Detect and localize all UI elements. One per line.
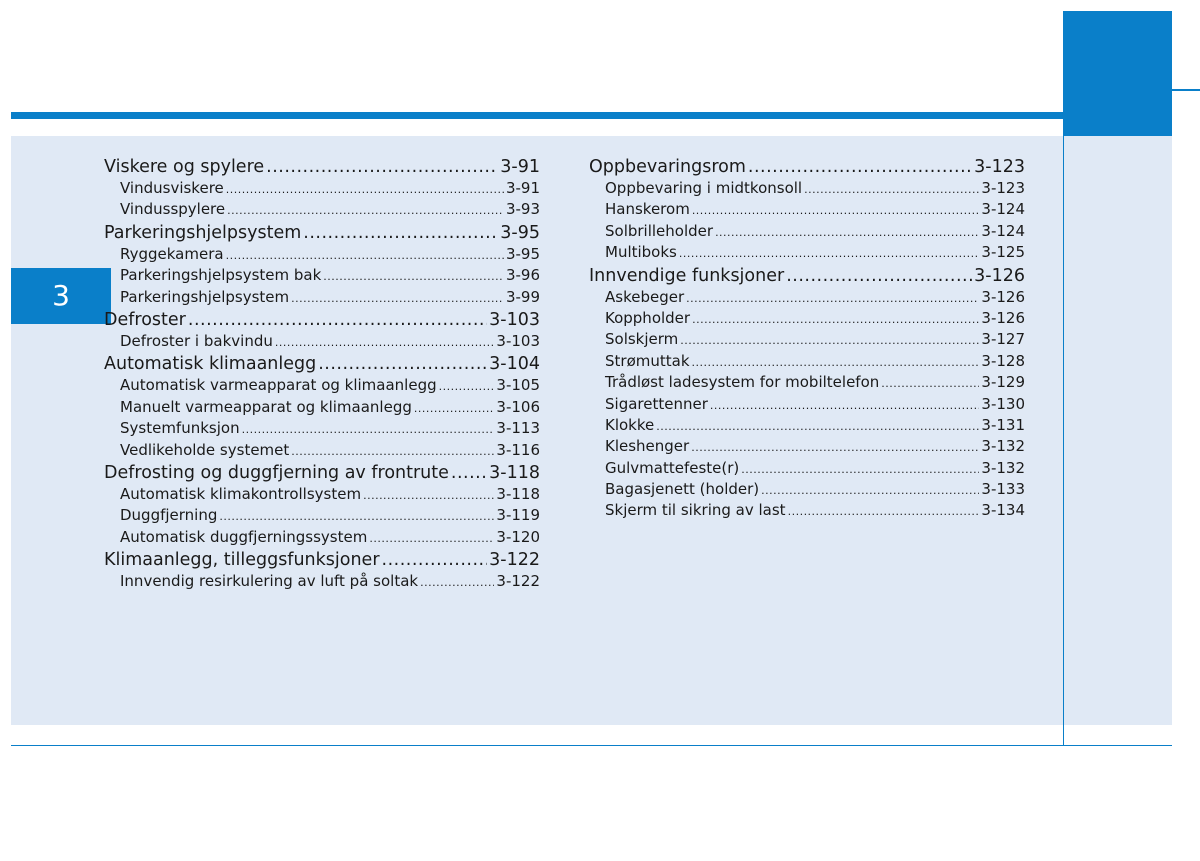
dot-leader (686, 287, 979, 309)
dot-leader (369, 527, 494, 549)
toc-entry-title: Parkeringshjelpsystem (120, 287, 290, 306)
toc-subsection-entry[interactable] (104, 440, 540, 461)
toc-subsection-entry[interactable] (104, 265, 540, 286)
toc-entry-title: Innvendige funksjoner (589, 265, 785, 286)
dot-leader (219, 505, 494, 527)
toc-entry-title: Innvendig resirkulering av luft på soltak (120, 572, 419, 591)
toc-entry-page: 3-124 (981, 221, 1025, 240)
toc-left-column (104, 155, 540, 592)
toc-subsection-entry[interactable] (104, 244, 540, 265)
toc-entry-title: Hanskerom (605, 200, 690, 219)
toc-entry-page: 3-122 (489, 550, 540, 571)
toc-entry-page: 3-128 (981, 351, 1025, 370)
toc-subsection-entry[interactable] (104, 199, 540, 220)
toc-subsection-entry[interactable] (589, 242, 1025, 263)
toc-subsection-entry[interactable] (104, 287, 540, 308)
dot-leader (691, 436, 979, 458)
toc-entry-title: Defroster i bakvindu (120, 331, 273, 350)
dot-leader (323, 265, 504, 287)
toc-entry-title: Vindusspylere (120, 200, 226, 219)
dot-leader (692, 351, 980, 373)
toc-entry-title: Defroster (104, 309, 186, 330)
dot-leader (680, 329, 979, 351)
toc-entry-title: Klokke (605, 415, 655, 434)
dot-leader (318, 353, 487, 375)
dot-leader (363, 484, 494, 506)
toc-subsection-entry[interactable] (589, 500, 1025, 521)
toc-entry-page: 3-119 (496, 506, 540, 525)
dot-leader (439, 375, 495, 397)
toc-entry-page: 3-93 (505, 200, 540, 219)
toc-entry-title: Oppbevaring i midtkonsoll (605, 179, 803, 197)
dot-leader (414, 397, 495, 419)
toc-subsection-entry[interactable] (104, 397, 540, 418)
dot-leader (715, 221, 979, 243)
toc-entry-title: Gulvmattefeste(r) (605, 458, 740, 477)
toc-subsection-entry[interactable] (589, 178, 1025, 199)
dot-leader (710, 394, 980, 416)
toc-entry-page: 3-95 (500, 222, 540, 243)
toc-entry-title: Oppbevaringsrom (589, 157, 746, 177)
toc-entry-page: 3-124 (981, 200, 1025, 219)
dot-leader (291, 287, 504, 309)
toc-entry-title: Automatisk klimaanlegg (104, 354, 317, 375)
dot-leader (679, 242, 980, 264)
toc-entry-title: Parkeringshjelpsystem (104, 222, 302, 243)
dot-leader (226, 178, 504, 200)
toc-entry-page: 3-126 (974, 265, 1025, 286)
toc-entry-title: Skjerm til sikring av last (605, 501, 786, 520)
dot-leader (656, 415, 979, 437)
toc-subsection-entry[interactable] (104, 484, 540, 505)
toc-subsection-entry[interactable] (104, 418, 540, 439)
dot-leader (226, 244, 504, 266)
toc-entry-title: Askebeger (605, 287, 685, 306)
dot-leader (788, 500, 980, 522)
toc-subsection-entry[interactable] (589, 394, 1025, 415)
toc-entry-title: Solskjerm (605, 330, 679, 349)
dot-leader (786, 265, 972, 287)
toc-entry-page: 3-106 (496, 397, 540, 416)
toc-entry-page: 3-91 (505, 179, 540, 197)
toc-subsection-entry[interactable] (104, 505, 540, 526)
dot-leader (748, 156, 972, 178)
toc-entry-title: Defrosting og duggfjerning av frontrute (104, 462, 449, 483)
toc-subsection-entry[interactable] (104, 178, 540, 199)
toc-entry-page: 3-131 (981, 415, 1025, 434)
dot-leader (291, 440, 494, 462)
toc-subsection-entry[interactable] (104, 375, 540, 396)
dot-leader (692, 199, 980, 221)
toc-entry-page: 3-120 (496, 527, 540, 546)
toc-entry-title: Viskere og spylere (104, 157, 265, 177)
toc-subsection-entry[interactable] (104, 331, 540, 352)
toc-subsection-entry[interactable] (589, 221, 1025, 242)
toc-entry-page: 3-118 (496, 484, 540, 503)
toc-right-column (589, 155, 1025, 522)
toc-subsection-entry[interactable] (589, 287, 1025, 308)
toc-subsection-entry[interactable] (589, 351, 1025, 372)
dot-leader (382, 549, 488, 571)
toc-entry-page: 3-132 (981, 437, 1025, 456)
dot-leader (242, 418, 495, 440)
toc-entry-title: Kleshenger (605, 437, 690, 456)
toc-entry-page: 3-126 (981, 287, 1025, 306)
toc-entry-title: Sigarettenner (605, 394, 708, 413)
dot-leader (303, 222, 498, 244)
toc-section-entry[interactable] (589, 265, 1025, 287)
toc-subsection-entry[interactable] (104, 527, 540, 548)
dot-leader (227, 199, 504, 221)
margin-rule (1063, 136, 1064, 746)
dot-leader (188, 309, 487, 331)
toc-subsection-entry[interactable] (589, 436, 1025, 457)
toc-entry-title: Trådløst ladesystem for mobiltelefon (605, 373, 880, 392)
toc-entry-title: Duggfjerning (120, 506, 218, 525)
footer-rule (11, 745, 1172, 746)
toc-subsection-entry[interactable] (589, 199, 1025, 220)
toc-subsection-entry[interactable] (104, 571, 540, 592)
header-rule (11, 112, 1063, 119)
toc-entry-page: 3-133 (981, 480, 1025, 499)
toc-entry-page: 3-126 (981, 308, 1025, 327)
toc-entry-page: 3-104 (489, 354, 540, 375)
dot-leader (420, 571, 494, 593)
toc-entry-title: Klimaanlegg, tilleggsfunksjoner (104, 550, 380, 571)
toc-section-entry[interactable] (104, 549, 540, 571)
toc-entry-page: 3-116 (496, 440, 540, 459)
toc-entry-title: Automatisk klimakontrollsystem (120, 484, 362, 503)
toc-entry-page: 3-96 (505, 266, 540, 285)
toc-entry-page: 3-95 (505, 244, 540, 263)
toc-entry-page: 3-99 (505, 287, 540, 306)
dot-leader (881, 372, 979, 394)
toc-entry-title: Bagasjenett (holder) (605, 480, 760, 499)
toc-entry-title: Manuelt varmeapparat og klimaanlegg (120, 397, 412, 416)
toc-entry-title: Parkeringshjelpsystem bak (120, 266, 322, 285)
toc-entry-page: 3-134 (981, 501, 1025, 520)
dot-leader (761, 479, 979, 501)
header-tab-tick (1172, 89, 1200, 91)
toc-entry-page: 3-125 (981, 243, 1025, 262)
dot-leader (266, 156, 498, 178)
toc-entry-title: Automatisk varmeapparat og klimaanlegg (120, 376, 437, 395)
toc-entry-title: Vindusviskere (120, 179, 224, 197)
toc-subsection-entry[interactable] (589, 372, 1025, 393)
toc-entry-page: 3-103 (496, 331, 540, 350)
toc-entry-page: 3-123 (974, 157, 1025, 177)
toc-entry-page: 3-127 (981, 330, 1025, 349)
dot-leader (451, 462, 487, 484)
toc-entry-title: Ryggekamera (120, 244, 224, 263)
toc-section-entry[interactable] (104, 353, 540, 375)
chapter-tab (11, 268, 111, 324)
toc-entry-page: 3-130 (981, 394, 1025, 413)
toc-section-entry[interactable] (589, 156, 1025, 178)
toc-subsection-entry[interactable] (589, 329, 1025, 350)
toc-entry-page: 3-105 (496, 376, 540, 395)
toc-entry-page: 3-113 (496, 419, 540, 438)
toc-entry-page: 3-118 (489, 462, 540, 483)
toc-entry-title: Automatisk duggfjerningssystem (120, 527, 368, 546)
toc-subsection-entry[interactable] (589, 308, 1025, 329)
toc-entry-page: 3-123 (981, 179, 1025, 197)
toc-entry-page: 3-103 (489, 309, 540, 330)
toc-entry-title: Koppholder (605, 308, 691, 327)
toc-entry-page: 3-129 (981, 373, 1025, 392)
toc-section-entry[interactable] (104, 309, 540, 331)
toc-subsection-entry[interactable] (589, 415, 1025, 436)
toc-section-entry[interactable] (104, 222, 540, 244)
header-tab-block (1063, 11, 1172, 136)
dot-leader (692, 308, 979, 330)
toc-section-entry[interactable] (104, 462, 540, 484)
dot-leader (741, 458, 979, 480)
toc-entry-title: Systemfunksjon (120, 419, 240, 438)
toc-section-entry[interactable] (104, 156, 540, 178)
chapter-number: 3 (52, 279, 70, 312)
dot-leader (275, 331, 495, 353)
dot-leader (804, 178, 979, 200)
toc-subsection-entry[interactable] (589, 458, 1025, 479)
toc-entry-page: 3-91 (500, 157, 540, 177)
toc-entry-page: 3-132 (981, 458, 1025, 477)
toc-entry-title: Multiboks (605, 243, 677, 262)
toc-entry-page: 3-122 (496, 572, 540, 591)
toc-entry-title: Vedlikeholde systemet (120, 440, 290, 459)
toc-subsection-entry[interactable] (589, 479, 1025, 500)
toc-entry-title: Strømuttak (605, 351, 690, 370)
toc-entry-title: Solbrilleholder (605, 221, 714, 240)
